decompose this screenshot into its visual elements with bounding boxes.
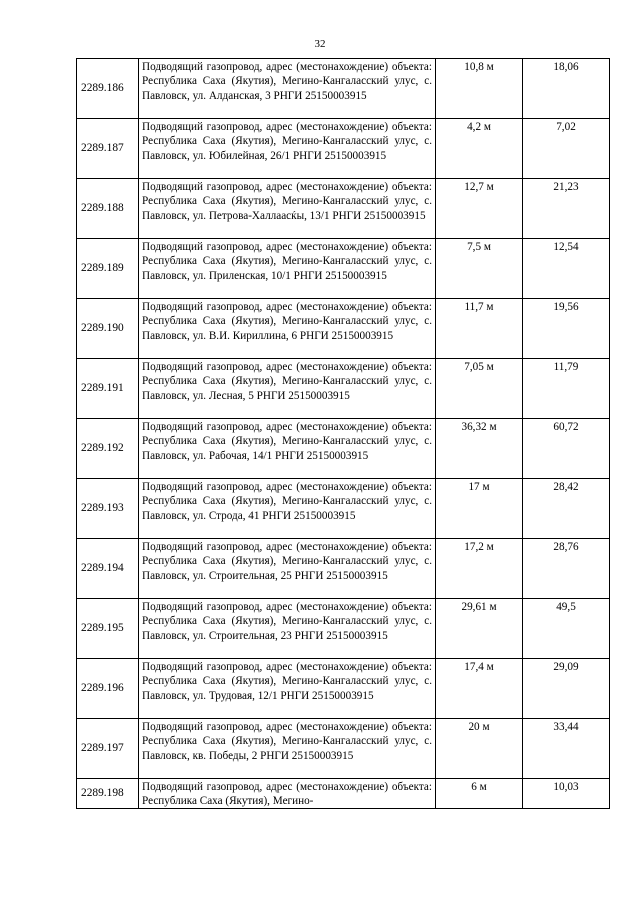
row-length: 36,32 м bbox=[436, 419, 523, 479]
row-number: 2289.194 bbox=[77, 539, 139, 599]
row-description bbox=[139, 779, 436, 809]
row-description: Подводящий газопровод, адрес (местонахождение) объекта: Республика Саха (Якутия), Мегино-Кангаласский улус, с. Павловск, ул. Юбилейная, 26/1 РНГИ 25150003915 bbox=[139, 119, 436, 179]
table-row bbox=[77, 179, 610, 239]
row-number: 2289.187 bbox=[77, 119, 139, 179]
row-number: 2289.192 bbox=[77, 419, 139, 479]
row-description: Подводящий газопровод, адрес (местонахождение) объекта: Республика Саха (Якутия), Мегино-Кангаласский улус, с. Павловск, ул. Трудовая, 12/1 РНГИ 25150003915 bbox=[139, 659, 436, 719]
row-value: 29,09 bbox=[523, 659, 610, 719]
row-number: 2289.198 bbox=[77, 779, 139, 809]
table-row bbox=[77, 359, 610, 419]
table-row bbox=[77, 239, 610, 299]
table-row bbox=[77, 719, 610, 779]
row-description: Подводящий газопровод, адрес (местонахождение) объекта: Республика Саха (Якутия), Мегино-Кангаласский улус, с. Павловск, ул. Лесная, 5 РНГИ 25150003915 bbox=[139, 359, 436, 419]
table-row bbox=[77, 659, 610, 719]
row-value: 21,23 bbox=[523, 179, 610, 239]
row-value: 19,56 bbox=[523, 299, 610, 359]
table-row bbox=[77, 779, 610, 809]
row-length: 7,5 м bbox=[436, 239, 523, 299]
table-row bbox=[77, 299, 610, 359]
row-description: Подводящий газопровод, адрес (местонахождение) объекта: Республика Саха (Якутия), Мегино-Кангаласский улус, с. Павловск, ул. Строда, 41 РНГИ 25150003915 bbox=[139, 479, 436, 539]
row-description: Подводящий газопровод, адрес (местонахождение) объекта: Республика Саха (Якутия), Мегино-Кангаласский улус, с. Павловск, ул. Приленская, 10/1 РНГИ 25150003915 bbox=[139, 239, 436, 299]
table-row bbox=[77, 119, 610, 179]
row-number: 2289.193 bbox=[77, 479, 139, 539]
row-value: 28,76 bbox=[523, 539, 610, 599]
row-length: 10,8 м bbox=[436, 59, 523, 119]
row-number: 2289.197 bbox=[77, 719, 139, 779]
table-row bbox=[77, 479, 610, 539]
row-description: Подводящий газопровод, адрес (местонахождение) объекта: Республика Саха (Якутия), Мегино-Кангаласский улус, с. Павловск, ул. В.И. Кириллина, 6 РНГИ 25150003915 bbox=[139, 299, 436, 359]
row-description-text: Подводящий газопровод, адрес (местонахождение) объекта: Республика Саха (Якутия), Мегино- bbox=[142, 781, 432, 808]
row-description: Подводящий газопровод, адрес (местонахождение) объекта: Республика Саха (Якутия), Мегино-Кангаласский улус, с. Павловск, ул. Петрова-Халлаасќы, 13/1 РНГИ 25150003915 bbox=[139, 179, 436, 239]
row-length: 17 м bbox=[436, 479, 523, 539]
row-length: 29,61 м bbox=[436, 599, 523, 659]
row-value: 10,03 bbox=[523, 779, 610, 809]
row-value: 11,79 bbox=[523, 359, 610, 419]
table-row bbox=[77, 599, 610, 659]
property-table bbox=[76, 58, 610, 809]
row-length: 6 м bbox=[436, 779, 523, 809]
row-value: 28,42 bbox=[523, 479, 610, 539]
row-length: 7,05 м bbox=[436, 359, 523, 419]
row-number: 2289.188 bbox=[77, 179, 139, 239]
row-value: 60,72 bbox=[523, 419, 610, 479]
row-length: 20 м bbox=[436, 719, 523, 779]
row-length: 4,2 м bbox=[436, 119, 523, 179]
row-value: 49,5 bbox=[523, 599, 610, 659]
row-number: 2289.189 bbox=[77, 239, 139, 299]
row-value: 33,44 bbox=[523, 719, 610, 779]
row-number: 2289.186 bbox=[77, 59, 139, 119]
row-length: 17,2 м bbox=[436, 539, 523, 599]
row-description: Подводящий газопровод, адрес (местонахождение) объекта: Республика Саха (Якутия), Мегино-Кангаласский улус, с. Павловск, кв. Победы, 2 РНГИ 25150003915 bbox=[139, 719, 436, 779]
row-description: Подводящий газопровод, адрес (местонахождение) объекта: Республика Саха (Якутия), Мегино-Кангаласский улус, с. Павловск, ул. Строительная, 25 РНГИ 25150003915 bbox=[139, 539, 436, 599]
row-number: 2289.191 bbox=[77, 359, 139, 419]
table-row bbox=[77, 59, 610, 119]
page-number: 32 bbox=[314, 38, 326, 50]
row-length: 11,7 м bbox=[436, 299, 523, 359]
row-length: 17,4 м bbox=[436, 659, 523, 719]
row-description: Подводящий газопровод, адрес (местонахождение) объекта: Республика Саха (Якутия), Мегино-Кангаласский улус, с. Павловск, ул. Рабочая, 14/1 РНГИ 25150003915 bbox=[139, 419, 436, 479]
row-number: 2289.196 bbox=[77, 659, 139, 719]
row-number: 2289.190 bbox=[77, 299, 139, 359]
row-value: 12,54 bbox=[523, 239, 610, 299]
table-row bbox=[77, 419, 610, 479]
row-description: Подводящий газопровод, адрес (местонахождение) объекта: Республика Саха (Якутия), Мегино-Кангаласский улус, с. Павловск, ул. Строительная, 23 РНГИ 25150003915 bbox=[139, 599, 436, 659]
row-value: 7,02 bbox=[523, 119, 610, 179]
row-description: Подводящий газопровод, адрес (местонахождение) объекта: Республика Саха (Якутия), Мегино-Кангаласский улус, с. Павловск, ул. Алданская, 3 РНГИ 25150003915 bbox=[139, 59, 436, 119]
row-value: 18,06 bbox=[523, 59, 610, 119]
row-length: 12,7 м bbox=[436, 179, 523, 239]
row-number: 2289.195 bbox=[77, 599, 139, 659]
table-row bbox=[77, 539, 610, 599]
